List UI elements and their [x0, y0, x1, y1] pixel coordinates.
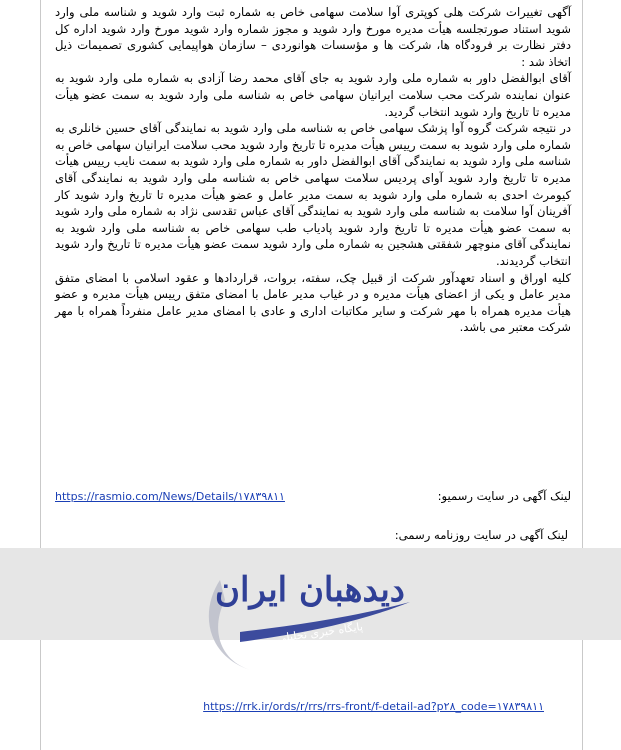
- official-newspaper-link[interactable]: https://rrk.ir/ords/r/rrs/rrs-front/f-detail-ad?p۲۸_code=۱۷۸۳۹۸۱۱: [203, 700, 544, 713]
- rasmio-link-row: [55, 487, 571, 505]
- announcement-body: [55, 4, 571, 336]
- watermark-logo: [180, 560, 440, 680]
- watermark-subtitle: پایگاه خبری تحلیلی: [276, 620, 364, 645]
- rasmio-link[interactable]: https://rasmio.com/News/Details/۱۷۸۳۹۸۱۱: [55, 489, 285, 503]
- document-page: [40, 0, 583, 548]
- paragraph: در نتیجه شرکت گروه آوا پزشک سهامی خاص به شناسه ملی وارد شوید به نمایندگی آقای حسین خانلری به شماره ملی وارد شوید به سمت رییس هیأت مدیره تا تاریخ وارد شوید محب سلامت ایرانیان سهامی خاص به شناسه ملی وارد شوید به نمایندگی آقای ابوالفضل داور به شماره ملی وارد شوید به سمت نایب رییس هیأت مدیره تا تاریخ وارد شوید آوای پردیس سلامت سهامی خاص به شناسه ملی وارد شوید به نمایندگی آقای کیومرث احدی به شماره ملی وارد شوید به سمت مدیر عامل و عضو هیأت مدیره تا تاریخ وارد شوید کار آفرینان آوا سلامت به شناسه ملی وارد شوید به نمایندگی آقای عباس تقدسی نژاد به شماره ملی وارد شوید به سمت عضو هیأت مدیره تا تاریخ وارد شوید پادیاب طب سهامی خاص به شناسه ملی وارد شوید به نمایندگی آقای منوچهر شفقتی هشجین به شماره ملی وارد شوید سمت عضو هیأت مدیره تا تاریخ وارد شوید انتخاب گردیدند.: [55, 121, 571, 268]
- paragraph: کلیه اوراق و اسناد تعهدآور شرکت از قبیل چک، سفته، بروات، قراردادها و عقود اسلامی با امضای متفق مدیر عامل و یکی از اعضای هیأت مدیره و در غیاب مدیر عامل با امضای متفق رییس هیأت مدیره و عضو هیأت مدیره همراه با مهر شرکت و سایر مکاتبات اداری و عادی با امضای مدیر عامل منفرداً همراه با مهر شرکت معتبر می باشد.: [55, 270, 571, 335]
- paragraph: آقای ابوالفضل داور به شماره ملی وارد شوید به جای آقای محمد رضا آزادی به شماره ملی وارد شوید به عنوان نماینده شرکت محب سلامت ایرانیان سهامی خاص به شناسه ملی وارد شوید به سمت عضو هیأت مدیره تا تاریخ وارد شوید انتخاب گردید.: [55, 71, 571, 119]
- rasmio-link-label: لینک آگهی در سایت رسمیو:: [437, 489, 571, 503]
- paragraph: آگهی تغییرات شرکت هلی کوپتری آوا سلامت سهامی خاص به شماره ثبت وارد شوید و شناسه ملی وارد شوید استناد صورتجلسه هیأت مدیره مورخ وارد شوید و مجوز شماره وارد شوید مورخ وارد شوید اداره کل دفتر نظارت بر فرودگاه ها، شرکت ها و مؤسسات هوانوردی – سازمان هواپیمایی کشوری تصمیمات ذیل اتخاذ شد :: [55, 5, 571, 69]
- official-newspaper-link-label: لینک آگهی در سایت روزنامه رسمی:: [394, 528, 568, 542]
- watermark-title: دیدهبان ایران: [215, 570, 405, 610]
